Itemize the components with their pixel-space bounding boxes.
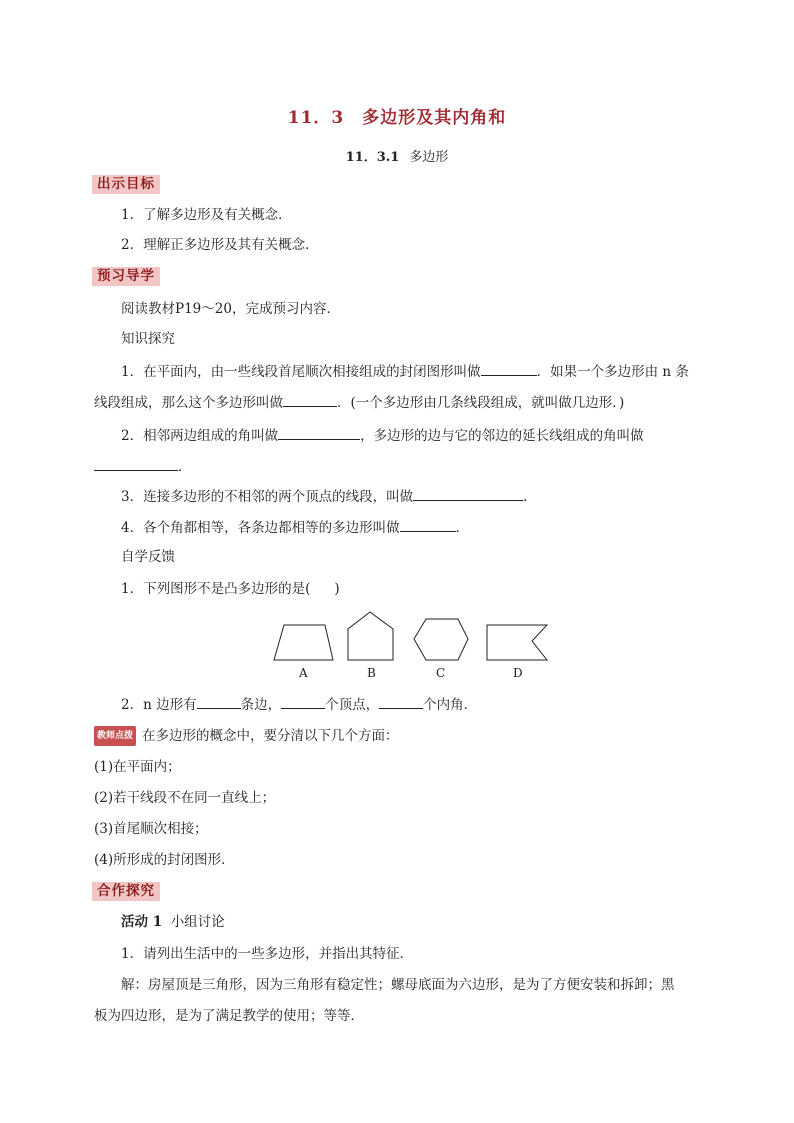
polygon-figures	[268, 608, 558, 688]
shape-label-d: D	[513, 666, 523, 680]
preview-reading: 阅读教材P19～20，完成预习内容．	[121, 301, 340, 317]
page-title: 11．3 多边形及其内角和	[287, 108, 507, 128]
q1-close: )	[334, 581, 340, 597]
question-1	[121, 580, 704, 598]
q2-text-b: 条边，	[240, 697, 282, 713]
teacher-hint-badge: 教师点拨	[94, 726, 136, 746]
answer-blank[interactable]	[481, 361, 537, 376]
k1-text-c: 线段组成，那么这个多边形叫做	[94, 395, 283, 411]
concave-shape-d	[487, 625, 547, 660]
k3-text-b: ．	[523, 489, 537, 505]
answer-blank[interactable]	[281, 694, 325, 709]
q2-text-a: 2．n 边形有	[121, 697, 197, 713]
activity-number: 活动 1	[121, 914, 163, 930]
answer-blank[interactable]	[413, 486, 523, 501]
section-tag-coop: 合作探究	[92, 882, 160, 901]
teacher-hint-text: 在多边形的概念中，要分清以下几个方面：	[142, 728, 399, 744]
shape-label-c: C	[436, 666, 446, 680]
hint-point-4: (4)所形成的封闭图形．	[94, 852, 235, 868]
section-tag-preview: 预习导学	[92, 267, 160, 286]
answer-blank[interactable]	[400, 517, 456, 532]
q1-text: 1．下列图形不是凸多边形的是(	[121, 581, 311, 597]
section-tag-goals: 出示目标	[92, 175, 160, 194]
q2-text-c: 个顶点，	[325, 697, 380, 713]
subtitle-number: 11．3.1	[345, 150, 400, 165]
goal-1: 1．了解多边形及有关概念．	[121, 207, 292, 223]
answer-blank[interactable]	[94, 456, 178, 471]
k2-text-a: 2．相邻两边组成的角叫做	[121, 428, 279, 444]
k1-text-d: ．(一个多边形由几条线段组成，就叫做几边形．)	[337, 395, 625, 411]
knowledge-title: 知识探究	[121, 331, 175, 347]
coop-answer-line-2: 板为四边形，是为了满足教学的使用；等等．	[94, 1008, 364, 1024]
goal-2: 2．理解正多边形及其有关概念．	[121, 237, 319, 253]
hint-point-2: (2)若干线段不在同一直线上；	[94, 790, 276, 806]
answer-blank[interactable]	[278, 425, 360, 440]
shape-label-a: A	[299, 666, 308, 680]
k4-text-b: ．	[455, 520, 470, 536]
answer-blank[interactable]	[283, 392, 337, 407]
section-subtitle	[0, 146, 794, 165]
question-2	[121, 694, 704, 714]
knowledge-item-2-cont	[94, 456, 704, 476]
k3-text-a: 3．连接多边形的不相邻的两个顶点的线段，叫做	[121, 489, 414, 505]
q2-text-d: 个内角．	[423, 697, 478, 713]
k4-text-a: 4．各个角都相等，各条边都相等的多边形叫做	[121, 520, 400, 536]
trapezoid-shape-a	[274, 625, 333, 660]
answer-blank[interactable]	[197, 694, 241, 709]
subtitle-text: 多边形	[409, 150, 449, 165]
coop-answer-line-1: 解：房屋顶是三角形，因为三角形有稳定性；螺母底面为六边形，是为了方便安装和拆卸；黑	[121, 977, 675, 993]
knowledge-item-3	[121, 486, 704, 506]
k2-text-c: ．	[178, 459, 192, 475]
teacher-hint	[94, 726, 704, 746]
activity-title: 小组讨论	[170, 914, 225, 930]
pentagon-shape-b	[348, 612, 393, 660]
knowledge-item-1	[121, 361, 704, 381]
feedback-title: 自学反馈	[121, 549, 175, 565]
k2-text-b: ，多边形的边与它的邻边的延长线组成的角叫做	[360, 428, 644, 444]
knowledge-item-4	[121, 517, 704, 537]
activity-heading	[121, 913, 704, 931]
hint-point-1: (1)在平面内；	[94, 759, 181, 775]
shape-label-b: B	[367, 666, 376, 680]
coop-question-1: 1．请列出生活中的一些多边形，并指出其特征．	[121, 946, 414, 962]
knowledge-item-1-cont	[94, 392, 704, 412]
knowledge-item-2	[121, 425, 704, 445]
k1-text-b: ．如果一个多边形由 n 条	[536, 364, 689, 380]
hexagon-shape-c	[414, 619, 468, 660]
hint-point-3: (3)首尾顺次相接；	[94, 821, 208, 837]
k1-text-a: 1．在平面内，由一些线段首尾顺次相接组成的封闭图形叫做	[121, 364, 481, 380]
answer-blank[interactable]	[379, 694, 423, 709]
